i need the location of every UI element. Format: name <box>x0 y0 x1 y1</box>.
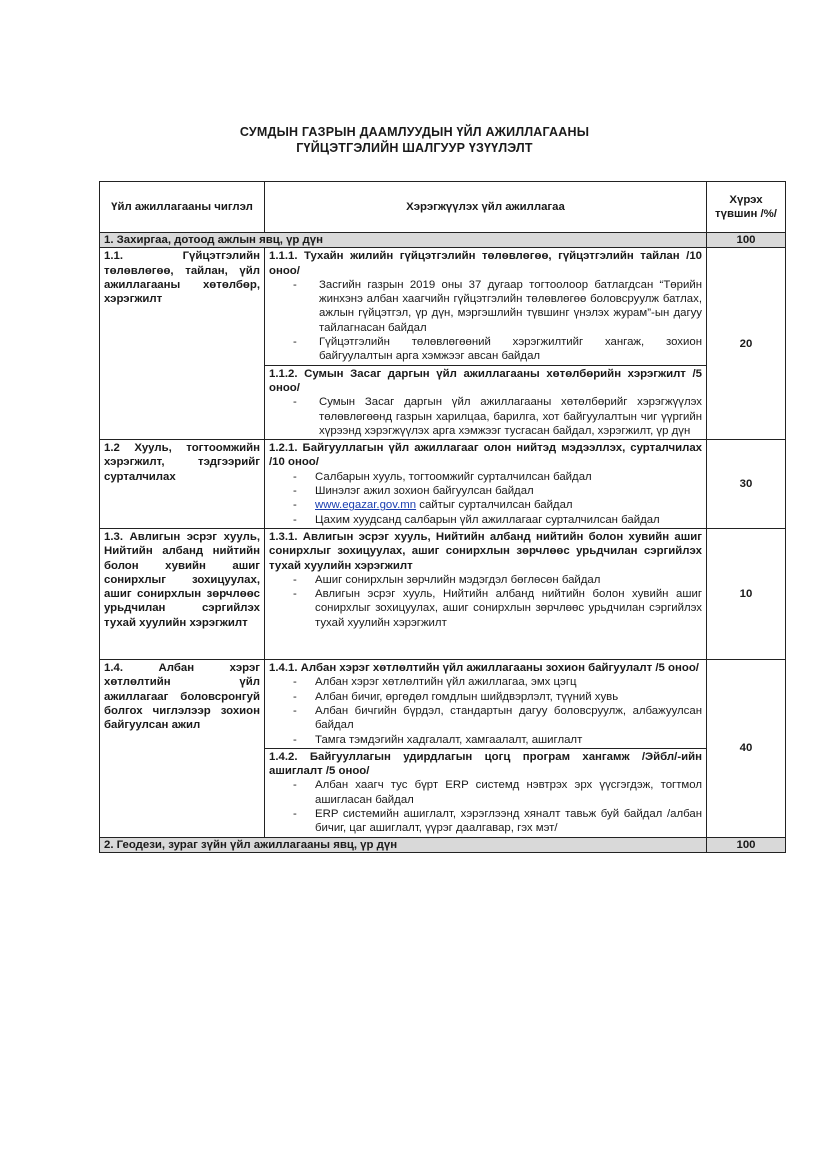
header-level: Хүрэх түвшин /%/ <box>707 182 786 233</box>
activity-cell-1-1 <box>265 248 707 440</box>
list-item: - Албан бичиг, өргөдөл гомдлын шийдвэрлэлт, түүний хувь <box>293 690 702 704</box>
section-row-2 <box>100 837 786 852</box>
subsection-title: 1.4.2. Байгууллагын удирдлагын цогц програм хангамж /Эйбл/-ийн ашиглалт /5 оноо/ <box>269 750 702 778</box>
list-item: - Албан хаагч тус бүрт ERP системд нэвтрэх эрх үүсгэгдэж, тогтмол ашигласан байдал <box>293 778 702 807</box>
activity-cell-1-3 <box>265 528 707 659</box>
criteria-table <box>99 181 786 853</box>
title-line-1: СУМДЫН ГАЗРЫН ДААМЛУУДЫН ҮЙЛ АЖИЛЛАГААНЫ <box>239 125 590 139</box>
table-row <box>100 440 786 529</box>
subsection-title: 1.2.1. Байгууллагын үйл ажиллагааг олон нийтэд мэдээллэх, сурталчилах /10 оноо/ <box>269 442 702 469</box>
activity-cell-1-2 <box>265 440 707 529</box>
table-row <box>100 528 786 659</box>
section-row-1 <box>100 233 786 248</box>
section-2-value: 100 <box>707 837 786 852</box>
subsection-title: 1.1.2. Сумын Засаг даргын үйл ажиллагааны хөтөлбөрийн хэрэгжилт /5 оноо/ <box>269 367 702 394</box>
value-1-3: 10 <box>707 528 786 659</box>
list-item: - Ашиг сонирхлын зөрчлийн мэдэгдэл бөглөсөн байдал <box>293 573 702 587</box>
list-item: - ERP системийн ашиглалт, хэрэглээнд хяналт тавьж буй байдал /албан бичиг, цаг ашиглалт, үүрэг даалгавар, гэх мэт/ <box>293 807 702 836</box>
document-title <box>0 124 829 156</box>
table-row <box>100 248 786 440</box>
section-2-label: 2. Геодези, зураг зүйн үйл ажиллагааны явц, үр дүн <box>100 837 707 852</box>
list-item: - Албан бичгийн бүрдэл, стандартын дагуу боловсруулж, албажуулсан байдал <box>293 704 702 733</box>
header-direction: Үйл ажиллагааны чиглэл <box>100 182 265 233</box>
value-1-4: 40 <box>707 660 786 838</box>
subsection-1-4-1 <box>265 660 706 748</box>
table-header-row <box>100 182 786 233</box>
activity-cell-1-4 <box>265 660 707 838</box>
subsection-1-1-1 <box>265 248 706 364</box>
list-item: - Салбарын хууль, тогтоомжийг сурталчилсан байдал <box>293 470 702 484</box>
subsection-1-4-2 <box>265 748 706 837</box>
value-1-1: 20 <box>707 248 786 440</box>
list-item: - Албан хэрэг хөтлөлтийн үйл ажиллагаа, эмх цэгц <box>293 675 702 689</box>
list-item: - Гүйцэтгэлийн төлөвлөгөөний хэрэгжилтийг хангаж, зохион байгуулалтын арга хэмжээг авсан байдал <box>293 335 702 364</box>
list-item <box>293 498 702 512</box>
category-1-4: 1.4. Албан хэрэг хөтлөлтийн үйл ажиллагааг боловсронгуй болгох чиглэлээр зохион байгуулсан ажил <box>100 660 265 838</box>
subsection-title: 1.4.1. Албан хэрэг хөтлөлтийн үйл ажиллагааны зохион байгуулалт /5 оноо/ <box>269 662 699 675</box>
list-item: - Засгийн газрын 2019 оны 37 дугаар тогтоолоор батлагдсан “Төрийн жинхэнэ албан хаагчийн гүйцэтгэлийн төлөвлөгөө боловсруулж батлах, ажлын гүйцэтгэл, үр дүн, мэргэшлийн түвшинг үнэлэх журам”-ын дагуу тайлагнасан байдал <box>293 278 702 335</box>
header-activity: Хэрэгжүүлэх үйл ажиллагаа <box>265 182 707 233</box>
egazar-link[interactable]: www.egazar.gov.mn <box>315 499 417 512</box>
subsection-title: 1.1.1. Тухайн жилийн гүйцэтгэлийн төлөвлөгөө, гүйцэтгэлийн тайлан /10 оноо/ <box>269 250 702 277</box>
table-row <box>100 660 786 838</box>
list-item: - Тамга тэмдэгийн хадгалалт, хамгаалалт, ашиглалт <box>293 733 702 747</box>
link-suffix: сайтыг сурталчилсан байдал <box>416 499 573 512</box>
subsection-1-1-2 <box>265 365 706 439</box>
value-1-2: 30 <box>707 440 786 529</box>
title-line-2: ГҮЙЦЭТГЭЛИЙН ШАЛГУУР ҮЗҮҮЛЭЛТ <box>296 141 533 155</box>
list-item: - Шинэлэг ажил зохион байгуулсан байдал <box>293 484 702 498</box>
section-1-value: 100 <box>707 233 786 248</box>
category-1-3: 1.3. Авлигын эсрэг хууль, Нийтийн албанд нийтийн болон хувийн ашиг сонирхлыг зохицуулах, ашиг сонирхлын зөрчлөөс урьдчилан сэргийлэх тухай хуулийн хэрэгжилт <box>100 528 265 659</box>
category-1-1: 1.1. Гүйцэтгэлийн төлөвлөгөө, тайлан, үйл ажиллагааны хөтөлбөр, хэрэгжилт <box>100 248 265 440</box>
list-item: - Авлигын эсрэг хууль, Нийтийн албанд нийтийн болон хувийн ашиг сонирхлыг зохицуулах, ашиг сонирхлын зөрчлөөс урьдчилан сэргийлэх тухай хуулийн хэрэгжилт <box>293 587 702 630</box>
category-1-2: 1.2 Хууль, тогтоомжийн хэрэгжилт, тэдгээрийг сурталчилах <box>100 440 265 529</box>
list-item: - Сумын Засаг даргын үйл ажиллагааны хөтөлбөрийг хэрэгжүүлэх төлөвлөгөөнд газрын харилцаа, барилга, хот байгуулалтын чиг үүргийн хүрээнд хэрэгжүүлэх арга хэмжээг тусгасан байдал, хэрэгжилт, үр дүн <box>293 395 702 438</box>
section-1-label: 1. Захиргаа, дотоод ажлын явц, үр дүн <box>100 233 707 248</box>
subsection-title: 1.3.1. Авлигын эсрэг хууль, Нийтийн албанд нийтийн болон хувийн ашиг сонирхлыг зохицуулах, ашиг сонирхлын зөрчлөөс урьдчилан сэргийлэх тухай хуулийн хэрэгжилт <box>269 530 702 572</box>
list-item: - Цахим хуудсанд салбарын үйл ажиллагааг сурталчилсан байдал <box>293 513 702 527</box>
